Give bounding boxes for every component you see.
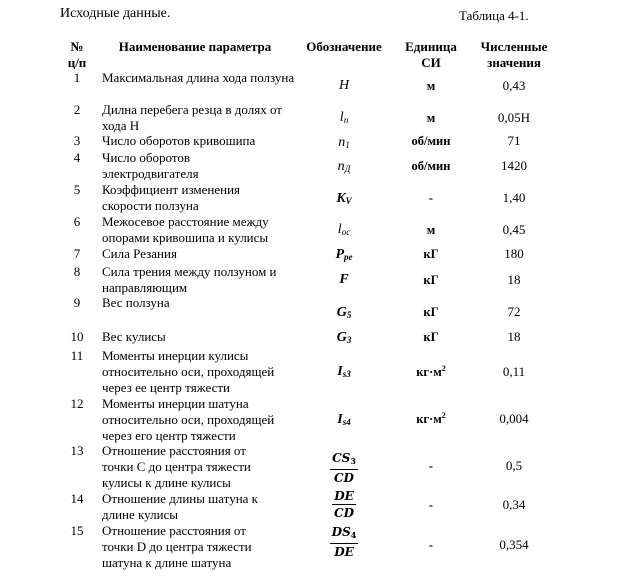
row-name: Число оборотов электродвигателя (102, 150, 199, 181)
row-num: 5 (73, 182, 81, 197)
row-value: 180 (504, 246, 524, 261)
row-num: 13 (70, 443, 84, 458)
row-unit: - (428, 191, 434, 205)
document-heading: Исходные данные. (60, 6, 171, 21)
row-symbol: H (338, 78, 350, 93)
row-name: Коэффициент изменения скорости ползуна (102, 182, 241, 213)
row-symbol: $K_V$ (336, 191, 352, 206)
row-num: 6 (73, 214, 81, 229)
row-name: Сила трения между ползуном и направляющим (102, 264, 277, 295)
row-name: Моменты инерции шатуна относительно оси, проходящей через его центр тяжести (102, 396, 275, 443)
row-symbol-fraction: $\frac{CS3}{CD}$ (332, 451, 356, 485)
row-unit: м (426, 111, 436, 125)
row-symbol: $I_{s4}$ (337, 412, 351, 427)
row-num: 10 (70, 329, 84, 344)
row-value: 72 (507, 304, 521, 319)
row-value: 0,11 (502, 364, 526, 379)
header-value-line2: значения (487, 55, 541, 70)
row-num: 1 (73, 70, 81, 85)
row-name: Моменты инерции кулисы относительно оси, проходящей через ее центр тяжести (102, 348, 275, 395)
row-value: 18 (507, 329, 521, 344)
row-num: 8 (73, 264, 81, 279)
row-unit: м (426, 223, 436, 237)
row-value: 0,5 (505, 458, 523, 473)
row-symbol: $l_{oc}$ (337, 222, 351, 237)
header-name: Наименование параметра (118, 39, 272, 54)
row-num: 7 (73, 246, 81, 261)
row-value: 0,05Н (497, 110, 531, 125)
row-unit: - (428, 538, 434, 552)
header-value (472, 39, 556, 71)
row-value: 0,43 (502, 78, 526, 93)
row-name: Отношение расстояния от точки С до центра тяжести кулисы к длине кулисы (102, 443, 251, 490)
row-num: 11 (70, 348, 84, 363)
row-value: 0,34 (502, 497, 526, 512)
row-num: 4 (73, 150, 81, 165)
row-num: 2 (73, 102, 81, 117)
row-unit: $кг\cdot м^2$ (416, 411, 446, 426)
row-name: Отношение расстояния от точки D до центра тяжести шатуна к длине шатуна (102, 523, 252, 570)
row-symbol: $P_{pe}$ (335, 247, 353, 262)
row-symbol: $l_n$ (339, 110, 349, 125)
header-unit-line1: Единица (405, 39, 457, 54)
row-unit: - (428, 459, 434, 473)
row-name: Межосевое расстояние между опорами кривошипа и кулисы (102, 214, 269, 245)
row-value: 71 (507, 133, 521, 148)
row-value: 18 (507, 272, 521, 287)
row-name: Вес ползуна (102, 295, 170, 310)
row-name: Сила Резания (102, 246, 177, 261)
row-symbol: $I_{s3}$ (337, 364, 351, 379)
row-num: 3 (73, 133, 81, 148)
row-unit: м (426, 79, 436, 93)
row-symbol-fraction: $\frac{DS4}{DE}$ (331, 525, 357, 559)
row-value: 1,40 (502, 190, 526, 205)
row-unit: - (428, 498, 434, 512)
row-unit: $кг\cdot м^2$ (416, 364, 446, 379)
row-name: Число оборотов кривошипа (102, 133, 256, 148)
row-unit: об/мин (411, 134, 451, 148)
row-unit: кГ (423, 273, 439, 287)
row-name: Отношение длины шатуна к длине кулисы (102, 491, 258, 522)
row-unit: кГ (423, 330, 439, 344)
row-value: 0,354 (499, 537, 529, 552)
header-num (62, 39, 92, 71)
row-symbol: $n_1$ (338, 135, 350, 150)
row-num: 15 (70, 523, 84, 538)
row-value: 1420 (501, 158, 527, 173)
row-num: 12 (70, 396, 84, 411)
row-symbol: $n_Д$ (337, 159, 351, 174)
row-value: 0,45 (502, 222, 526, 237)
row-unit: об/мин (411, 159, 451, 173)
row-unit: кГ (423, 305, 439, 319)
header-num-line1: № (70, 39, 84, 54)
header-symbol: Обозначение (306, 39, 382, 54)
row-name: Вес кулисы (102, 329, 166, 344)
row-num: 14 (70, 491, 84, 506)
row-symbol: $G_5$ (336, 305, 352, 320)
header-num-line2: ц/п (67, 55, 87, 70)
row-name: Дилна перебега резца в долях от хода Н (102, 102, 282, 133)
row-name: Максимальная длина хода ползуна (102, 70, 295, 85)
header-value-line1: Численные (480, 39, 548, 54)
row-symbol: $G_3$ (336, 330, 352, 345)
row-symbol-fraction: $\frac{DE}{CD}$ (334, 489, 354, 520)
table-label: Таблица 4-1. (459, 8, 529, 23)
header-unit-line2: СИ (421, 55, 441, 70)
row-symbol: F (339, 272, 349, 287)
row-value: 0,004 (499, 411, 529, 426)
row-num: 9 (73, 295, 81, 310)
row-unit: кГ (423, 247, 439, 261)
header-unit (394, 39, 468, 71)
